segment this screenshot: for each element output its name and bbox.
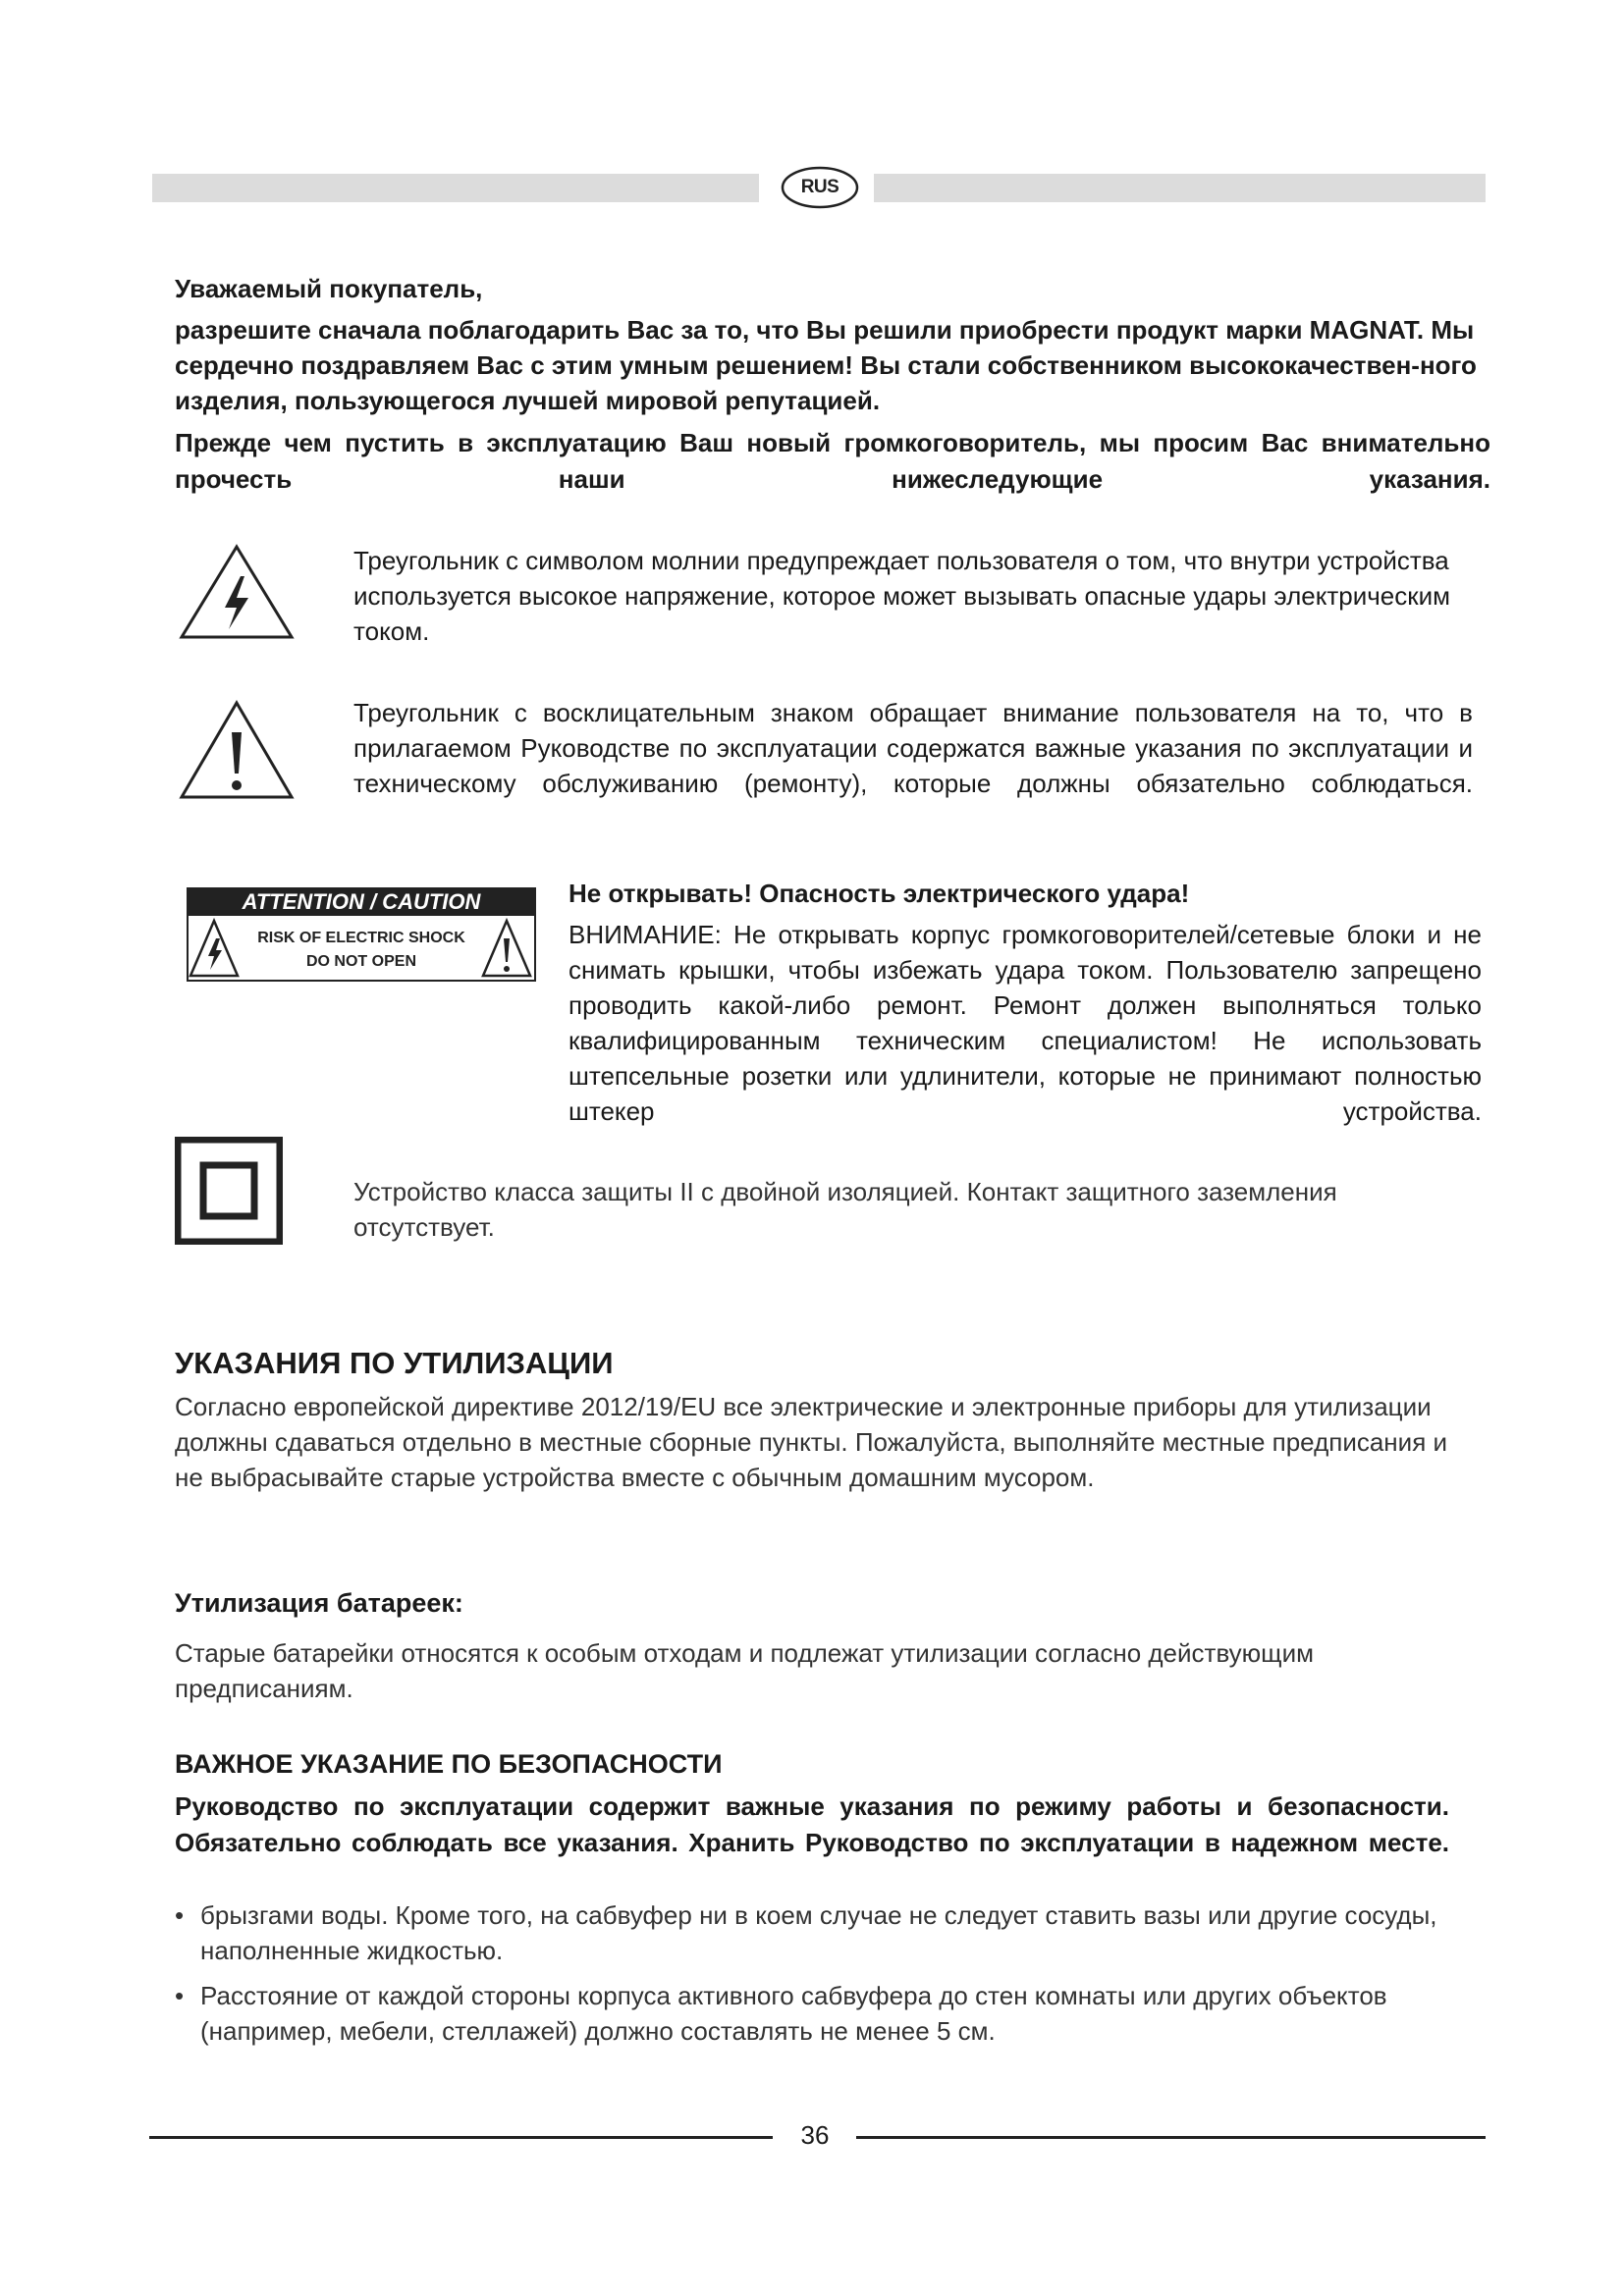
page-number: 36 — [800, 2120, 830, 2150]
list-item: • Расстояние от каждой стороны корпуса активного сабвуфера до стен комнаты или других объектов (например, мебели, стеллажей) должно составлять не менее 5 см. — [175, 1978, 1471, 2049]
batteries-title: Утилизация батареек: — [175, 1588, 463, 1618]
footer-rule-right — [856, 2136, 1486, 2139]
intro-paragraph-2: Прежде чем пустить в эксплуатацию Ваш новый громкоговоритель, мы просим Вас внимательно прочесть наши нижеследующие указания. — [175, 428, 1490, 494]
do-not-open-body: ВНИМАНИЕ: Не открывать корпус громкоговорителей/сетевые блоки и не снимать крышки, чтобы избежать удара током. Пользователю запрещено проводить какой-либо ремонт. Ремонт должен выполняться только квалифицированным техническим специалистом! Не использовать штепсельные розетки или удлинители, которые не принимают полностью штекер устройства. — [568, 920, 1482, 1126]
exclamation-warning-text: Треугольник с восклицательным знаком обращает внимание пользователя на то, что в прилагаемом Руководстве по эксплуатации содержатся важные указания по эксплуатации и техническому обслуживанию (ремонту), которые должны обязательно соблюдаться. — [353, 698, 1473, 798]
batteries-body: Старые батарейки относятся к особым отходам и подлежат утилизации согласно действующим предписаниям. — [175, 1638, 1314, 1703]
lightning-warning-icon — [178, 543, 296, 641]
do-not-open-title: Не открывать! Опасность электрического удара! — [568, 879, 1190, 908]
header-band-right — [874, 174, 1486, 202]
class-ii-text: Устройство класса защиты II с двойной изоляцией. Контакт защитного заземления отсутствует. — [353, 1177, 1337, 1242]
safety-intro: Руководство по эксплуатации содержит важные указания по режиму работы и безопасности. Обязательно соблюдать все указания. Хранить Руководство по эксплуатации в надежном месте. — [175, 1791, 1449, 1857]
caution-label-line2: DO NOT OPEN — [305, 953, 417, 970]
footer-rule-left — [149, 2136, 773, 2139]
class-ii-insulation-icon — [175, 1137, 283, 1245]
caution-label-line1: RISK OF ELECTRIC SHOCK — [257, 930, 465, 946]
disposal-body: Согласно европейской директиве 2012/19/EU все электрические и электронные приборы для утилизации должны сдаваться отдельно в местные сборные пункты. Пожалуйста, выполняйте местные предписания и не выбрасывайте старые устройства вместе с обычным домашним мусором. — [175, 1392, 1448, 1492]
intro-paragraph-1: разрешите сначала поблагодарить Вас за то, что Вы решили приобрести продукт марки MAGNAT. Мы сердечно поздравляем Вас с этим умным решением! Вы стали собственником высококачествен-ного изделия, пользующегося лучшей мировой репутацией. — [175, 315, 1477, 415]
safety-bullet-list — [175, 1897, 1471, 2058]
list-item: • брызгами воды. Кроме того, на сабвуфер ни в коем случае не следует ставить вазы или другие сосуды, наполненные жидкостью. — [175, 1897, 1471, 1968]
safety-title: ВАЖНОЕ УКАЗАНИЕ ПО БЕЗОПАСНОСТИ — [175, 1749, 723, 1779]
header-band-left — [152, 174, 759, 202]
disposal-title: УКАЗАНИЯ ПО УТИЛИЗАЦИИ — [175, 1346, 614, 1380]
lightning-warning-text: Треугольник с символом молнии предупреждает пользователя о том, что внутри устройства используется высокое напряжение, которое может вызывать опасные удары электрическим током. — [353, 546, 1451, 646]
caution-label — [187, 887, 536, 982]
exclamation-warning-icon — [178, 699, 296, 801]
greeting: Уважаемый покупатель, — [175, 274, 483, 303]
language-badge-label: RUS — [800, 177, 839, 197]
caution-label-top: ATTENTION / CAUTION — [242, 889, 481, 914]
